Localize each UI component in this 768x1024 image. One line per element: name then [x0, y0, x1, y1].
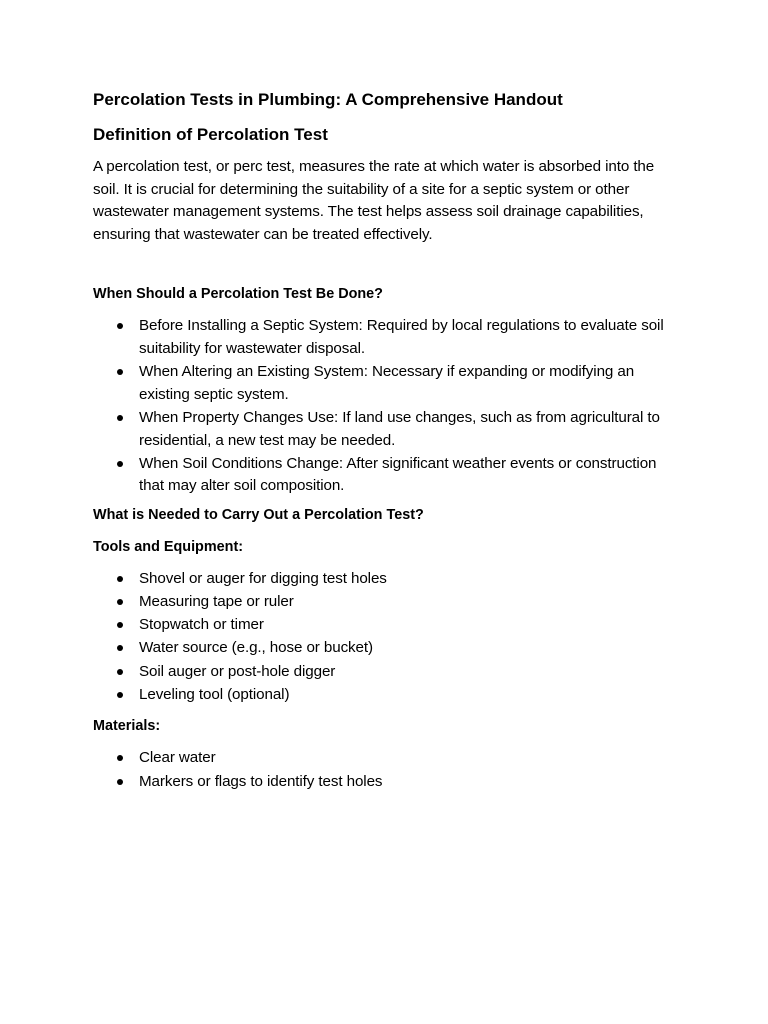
bullet-icon — [117, 692, 123, 698]
bullet-icon — [117, 576, 123, 582]
materials-heading: Materials: — [93, 718, 161, 735]
tools-heading: Tools and Equipment: — [93, 538, 244, 555]
list-item — [93, 568, 683, 591]
needed-heading: What is Needed to Carry Out a Percolation Test? — [93, 506, 424, 523]
list-item-text: Measuring tape or ruler — [139, 593, 294, 611]
bullet-icon — [117, 599, 123, 605]
bullet-icon — [117, 461, 123, 467]
list-item — [93, 637, 683, 660]
list-item — [93, 315, 683, 360]
when-list — [93, 315, 683, 498]
document-content — [93, 88, 683, 794]
list-item-text: When Altering an Existing System: Necessary if expanding or modifying an existing septic system. — [139, 363, 635, 403]
list-item-text: Shovel or auger for digging test holes — [139, 569, 387, 587]
list-item-text: When Soil Conditions Change: After significant weather events or construction that may alter soil composition. — [139, 454, 657, 495]
list-item-text: Markers or flags to identify test holes — [139, 772, 383, 790]
when-heading: When Should a Percolation Test Be Done? — [93, 286, 383, 303]
bullet-icon — [117, 622, 123, 628]
list-item-text: Soil auger or post-hole digger — [139, 662, 336, 680]
bullet-icon — [117, 779, 123, 785]
list-item — [93, 747, 683, 770]
list-item-text: Before Installing a Septic System: Required by local regulations to evaluate soil suitability for wastewater disposal. — [139, 317, 664, 357]
definition-paragraph: A percolation test, or perc test, measures the rate at which water is absorbed into the soil. It is crucial for determining the suitability of a site for a septic system or other wastewater management systems. The test helps assess soil drainage capabilities, ensuring that wastewater can be treated effectively. — [93, 158, 655, 243]
list-item-text: Water source (e.g., hose or bucket) — [139, 639, 373, 657]
materials-list — [93, 747, 683, 793]
bullet-icon — [117, 323, 123, 329]
list-item-text: Stopwatch or timer — [139, 616, 264, 634]
list-item — [93, 771, 683, 794]
list-item-text: Clear water — [139, 749, 216, 767]
bullet-icon — [117, 369, 123, 375]
list-item — [93, 407, 683, 452]
bullet-icon — [117, 645, 123, 651]
list-item-text: When Property Changes Use: If land use changes, such as from agricultural to residential, a new test may be needed. — [139, 408, 660, 449]
list-item-text: Leveling tool (optional) — [139, 685, 290, 703]
list-item — [93, 591, 683, 614]
list-item — [93, 453, 683, 498]
definition-heading: Definition of Percolation Test — [93, 125, 328, 144]
list-item — [93, 614, 683, 637]
list-item — [93, 361, 683, 406]
bullet-icon — [117, 415, 123, 421]
document-title: Percolation Tests in Plumbing: A Comprehensive Handout — [93, 90, 563, 109]
list-item — [93, 661, 683, 684]
bullet-icon — [117, 755, 123, 761]
tools-list — [93, 568, 683, 707]
list-item — [93, 684, 683, 707]
bullet-icon — [117, 669, 123, 675]
